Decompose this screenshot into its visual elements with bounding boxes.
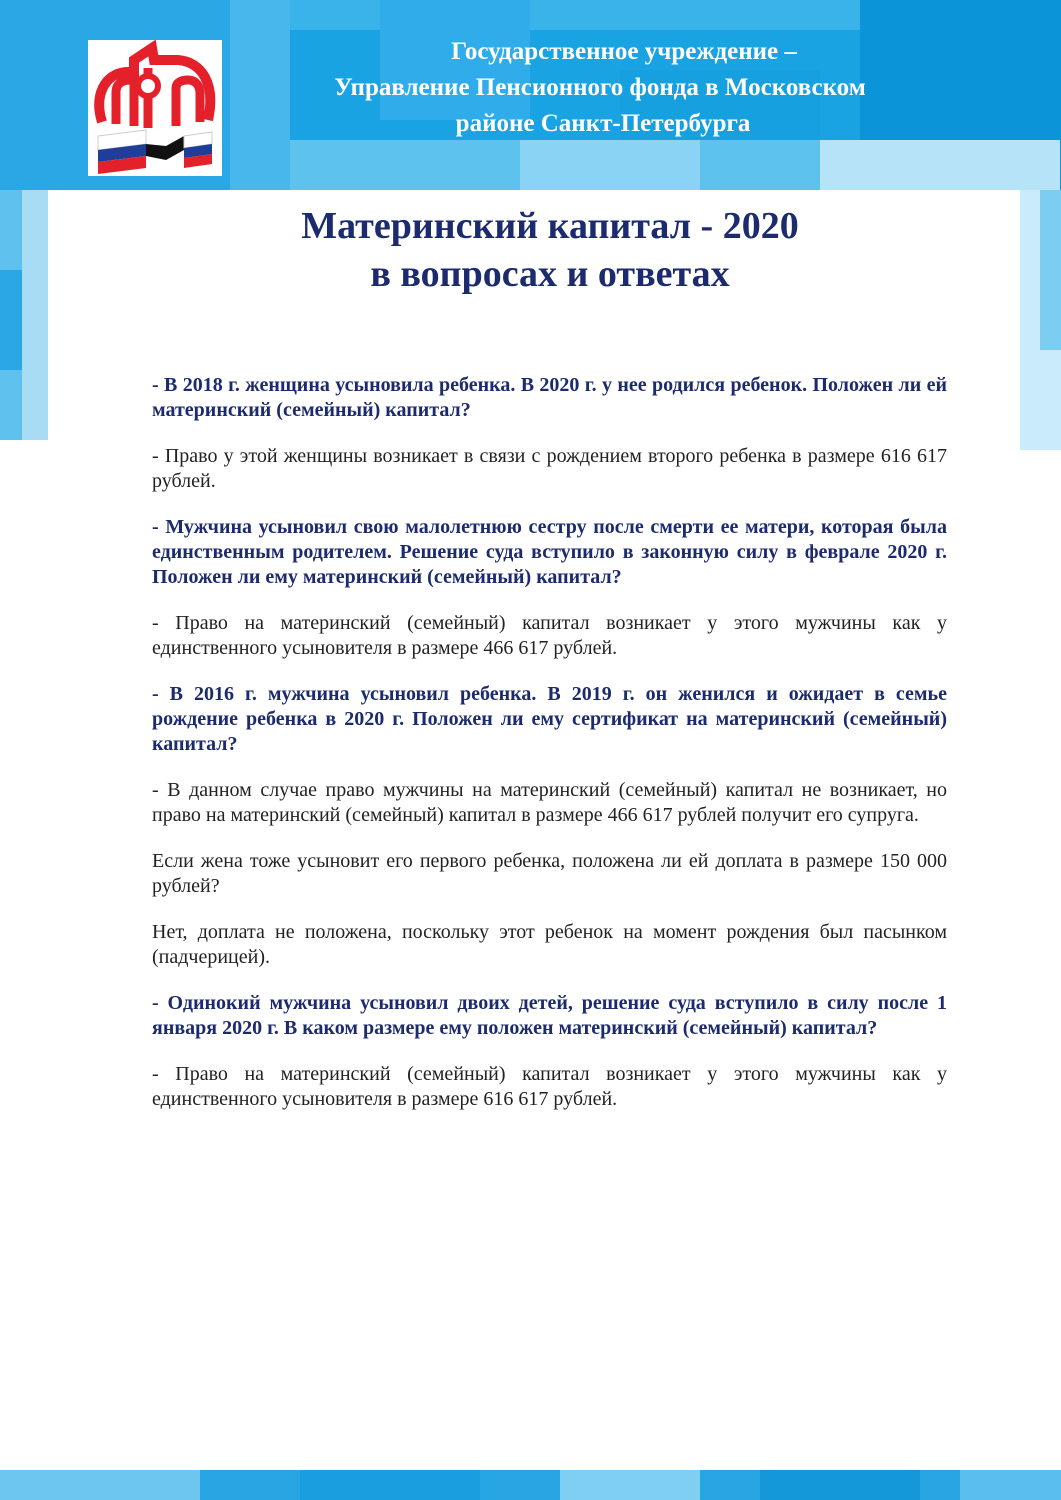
title-line-2: в вопросах и ответах (370, 253, 730, 295)
footer-banner (0, 1470, 1061, 1500)
question-2: - Мужчина усыновил свою малолетнюю сестру после смерти ее матери, которая была единственным родителем. Решение суда вступило в законную силу в феврале 2020 г. Положен ли ему материнский (семейный) капитал? (152, 516, 947, 588)
answer-2: - Право на материнский (семейный) капитал возникает у этого мужчины как у единственного усыновителя в размере 466 617 рублей. (152, 612, 947, 659)
followup-question-3: Если жена тоже усыновит его первого ребенка, положена ли ей доплата в размере 150 000 рублей? (152, 850, 947, 897)
organization-title (240, 34, 960, 142)
qa-list (152, 373, 947, 1133)
followup-answer-3: Нет, доплата не положена, поскольку этот ребенок на момент рождения был пасынком (падчерицей). (152, 921, 947, 968)
answer-1: - Право у этой женщины возникает в связи с рождением второго ребенка в размере 616 617 рублей. (152, 445, 947, 492)
question-1: - В 2018 г. женщина усыновила ребенка. В 2020 г. у нее родился ребенок. Положен ли ей материнский (семейный) капитал? (152, 374, 947, 421)
pfr-logo (88, 40, 222, 176)
page-title (200, 202, 900, 298)
org-line-2: Управление Пенсионного фонда в Московском (334, 74, 866, 101)
question-3: - В 2016 г. мужчина усыновил ребенка. В 2019 г. он женился и ожидает в семье рождение ребенка в 2020 г. Положен ли ему сертификат на материнский (семейный) капитал? (152, 683, 947, 755)
org-line-3: районе Санкт-Петербурга (455, 110, 751, 137)
title-line-1: Материнский капитал - 2020 (301, 205, 799, 247)
org-line-1: Государственное учреждение – (451, 38, 797, 65)
question-4: - Одинокий мужчина усыновил двоих детей, решение суда вступило в силу после 1 января 2020 г. В каком размере ему положен материнский (семейный) капитал? (152, 992, 947, 1039)
answer-3: - В данном случае право мужчины на материнский (семейный) капитал не возникает, но право на материнский (семейный) капитал в размере 466 617 рублей получит его супруга. (152, 779, 947, 826)
answer-4: - Право на материнский (семейный) капитал возникает у этого мужчины как у единственного усыновителя в размере 616 617 рублей. (152, 1063, 947, 1110)
pfr-logo-icon (88, 40, 222, 176)
